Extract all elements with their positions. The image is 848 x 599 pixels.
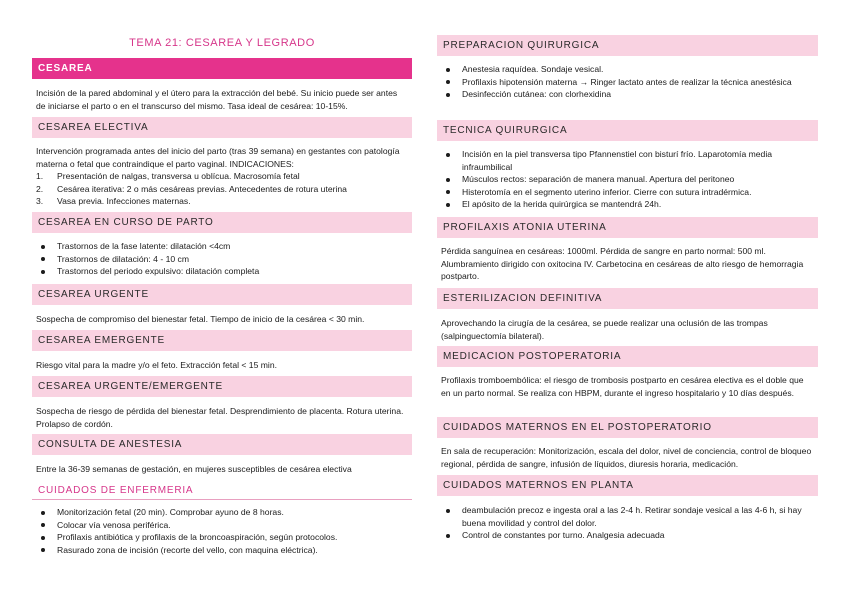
heading-cesarea-electiva: CESAREA ELECTIVA bbox=[32, 117, 412, 138]
heading-profilaxis-atonia: PROFILAXIS ATONIA UTERINA bbox=[437, 217, 818, 238]
list-item: Desinfección cutánea: con clorhexidina bbox=[441, 88, 813, 101]
list-item: Trastornos de dilatación: 4 - 10 cm bbox=[36, 253, 406, 266]
heading-cuidados-postoperatorio: CUIDADOS MATERNOS EN EL POSTOPERATORIO bbox=[437, 417, 818, 438]
preparacion-list bbox=[441, 63, 813, 101]
list-item: Histerotomía en el segmento uterino inferior. Cierre con sutura intradérmica. bbox=[441, 186, 813, 199]
document-title: TEMA 21: CESAREA Y LEGRADO bbox=[129, 37, 315, 49]
text-cesarea-urgente-emergente: Sospecha de riesgo de pérdida del bienestar fetal. Desprendimiento de placenta. Rotura uterina. Prolapso de cordón. bbox=[36, 406, 404, 429]
heading-cesarea: CESAREA bbox=[32, 58, 412, 79]
planta-list bbox=[441, 504, 813, 542]
list-item: 3. Vasa previa. Infecciones maternas. bbox=[36, 196, 191, 207]
text-consulta-anestesia: Entre la 36-39 semanas de gestación, en mujeres susceptibles de cesárea electiva bbox=[36, 464, 352, 474]
tecnica-list bbox=[441, 148, 813, 211]
electiva-indications-list bbox=[36, 170, 406, 208]
list-item: Profilaxis antibiótica y profilaxis de la broncoaspiración, según protocolos. bbox=[36, 531, 406, 544]
heading-cuidados-planta: CUIDADOS MATERNOS EN PLANTA bbox=[437, 475, 818, 496]
list-item: deambulación precoz e ingesta oral a las 2-4 h. Retirar sondaje vesical a las 4-6 h, si hay buena movilidad y control del dolor. bbox=[441, 504, 813, 529]
heading-cesarea-curso-parto: CESAREA EN CURSO DE PARTO bbox=[32, 212, 412, 233]
list-item: Anestesia raquídea. Sondaje vesical. bbox=[441, 63, 813, 76]
text-cesarea bbox=[36, 87, 406, 112]
list-item: Rasurado zona de incisión (recorte del vello, con maquina eléctrica). bbox=[36, 544, 406, 557]
list-item: Incisión en la piel transversa tipo Pfannenstiel con bisturí frío. Laparotomía media infraumbilical bbox=[441, 148, 813, 173]
text-cuidados-enfermeria bbox=[36, 506, 406, 556]
text-medicacion-postoperatoria: Profilaxis tromboembólica: el riesgo de trombosis postparto en cesárea electiva es el doble que en un parto normal. Se realiza con HBPM, durante el ingreso hospitalario y 10 días después. bbox=[441, 375, 804, 398]
list-item: Colocar vía venosa periférica. bbox=[36, 519, 406, 532]
list-item: 2. Cesárea iterativa: 2 o más cesáreas previas. Antecedentes de rotura uterina bbox=[36, 183, 347, 194]
list-item: El apósito de la herida quirúrgica se mantendrá 24h. bbox=[441, 198, 813, 211]
heading-tecnica-quirurgica: TECNICA QUIRURGICA bbox=[437, 120, 818, 141]
text-profilaxis-atonia: Pérdida sanguínea en cesáreas: 1000ml. Pérdida de sangre en parto normal: 500 ml. Alumbramiento dirigido con oxitocina IV. Carbetocina en cesáreas de alto riesgo de hemorragia postparto. bbox=[441, 246, 804, 282]
list-item: 1. Presentación de nalgas, transversa u oblícua. Macrosomía fetal bbox=[36, 171, 300, 182]
text-tecnica-quirurgica bbox=[441, 148, 813, 211]
list-item: Trastornos de la fase latente: dilatación <4cm bbox=[36, 240, 406, 253]
list-item: Profilaxis hipotensión materna → Ringer lactato antes de realizar la técnica anestésica bbox=[441, 76, 813, 89]
text-cesarea-curso-parto bbox=[36, 240, 406, 278]
electiva-intro: Intervención programada antes del inicio del parto (tras 39 semana) en gestantes con patología materna o fetal que contraindique el parto vaginal. INDICACIONES: bbox=[36, 146, 400, 169]
list-item: Trastornos del periodo expulsivo: dilatación completa bbox=[36, 265, 406, 278]
enfermeria-list bbox=[36, 506, 406, 556]
heading-preparacion-quirurgica: PREPARACION QUIRURGICA bbox=[437, 35, 818, 56]
text-preparacion-quirurgica bbox=[441, 63, 813, 101]
text-esterilizacion: Aprovechando la cirugía de la cesárea, se puede realizar una oclusión de las trompas (salpinguectomía bilateral). bbox=[441, 318, 768, 341]
list-item: Control de constantes por turno. Analgesia adecuada bbox=[441, 529, 813, 542]
list-item: Monitorización fetal (20 min). Comprobar ayuno de 8 horas. bbox=[36, 506, 406, 519]
heading-cuidados-enfermeria: CUIDADOS DE ENFERMERIA bbox=[32, 482, 412, 500]
heading-cesarea-urgente: CESAREA URGENTE bbox=[32, 284, 412, 305]
text-cesarea-emergente: Riesgo vital para la madre y/o el feto. Extracción fetal < 15 min. bbox=[36, 360, 277, 370]
heading-cesarea-urgente-emergente: CESAREA URGENTE/EMERGENTE bbox=[32, 376, 412, 397]
text-cesarea-urgente: Sospecha de compromiso del bienestar fetal. Tiempo de inicio de la cesárea < 30 min. bbox=[36, 314, 365, 324]
heading-cesarea-emergente: CESAREA EMERGENTE bbox=[32, 330, 412, 351]
text-cuidados-planta bbox=[441, 504, 813, 542]
curso-parto-list bbox=[36, 240, 406, 278]
heading-esterilizacion: ESTERILIZACION DEFINITIVA bbox=[437, 288, 818, 309]
cesarea-description: Incisión de la pared abdominal y el útero para la extracción del bebé. Su inicio puede ser antes de iniciarse el parto o en el transcurso del mismo. Tasa ideal de cesárea: 10-15%. bbox=[36, 88, 398, 111]
heading-medicacion-postoperatoria: MEDICACION POSTOPERATORIA bbox=[437, 346, 818, 367]
text-cesarea-electiva bbox=[36, 145, 406, 208]
list-item: Músculos rectos: separación de manera manual. Apertura del peritoneo bbox=[441, 173, 813, 186]
heading-consulta-anestesia: CONSULTA DE ANESTESIA bbox=[32, 434, 412, 455]
text-cuidados-postoperatorio: En sala de recuperación: Monitorización, escala del dolor, nivel de conciencia, control de bloqueo regional, pérdida de sangre, infusión de líquidos, diuresis horaria, medicación. bbox=[441, 446, 812, 469]
